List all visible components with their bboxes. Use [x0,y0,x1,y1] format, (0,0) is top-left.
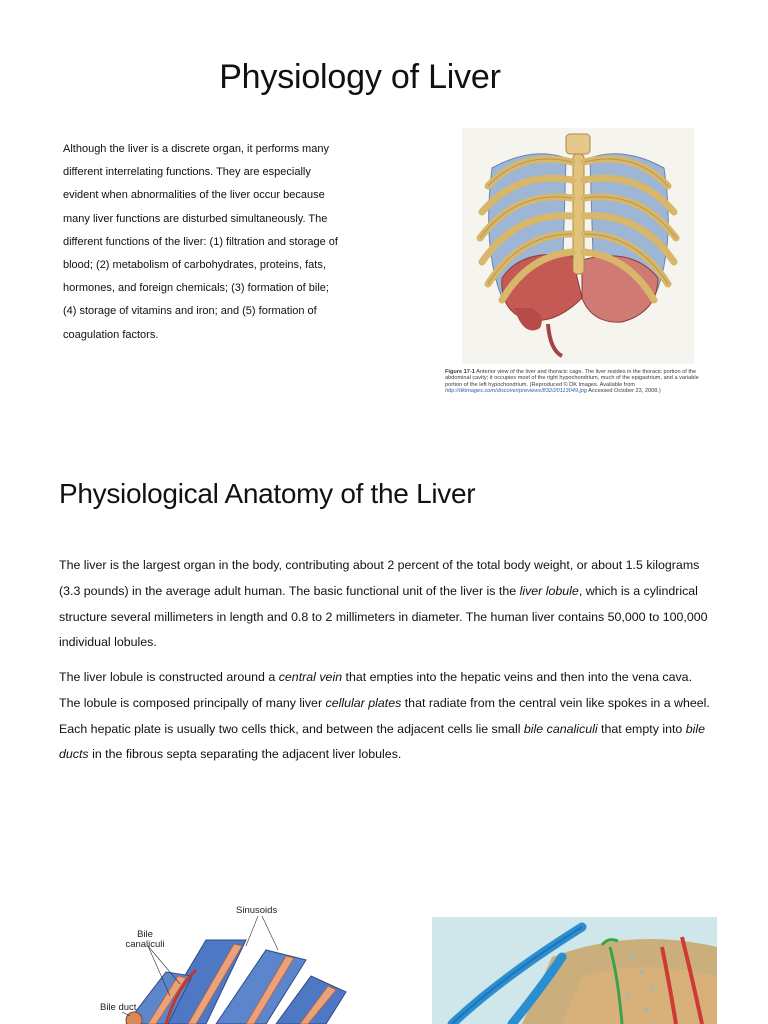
figure-accessed: Accessed October 23, 2008.) [588,388,661,395]
thoracic-cage-figure [462,128,694,364]
term-liver-lobule: liver lobule [519,583,579,598]
para1-text-b: , which is a cylindrical structure several millimeters in length and 0.8 to 2 millimeters in diameter. The human liver contains 50,000 to 100,000 individual lobules. [59,583,708,650]
lobule-3d-illustration [432,917,717,1024]
para1-text-a: The liver is the largest organ in the body, contributing about 2 percent of the total body weight, or about 1.5 kilograms (3.3 pounds) in the average adult human. The basic functional unit of the liver is the [59,558,700,598]
para2-text-a: The liver lobule is constructed around a [59,670,279,684]
figure-source-link[interactable]: http://dkimages.com/discover/previews/832/20113049.jpg [445,388,587,395]
lobule-diagram-illustration [96,900,366,1024]
term-central-vein: central vein [278,670,343,684]
anatomy-paragraph-1 [59,553,715,656]
term-bile-ducts: bile ducts [59,721,706,762]
para2-text-b: that empties into the hepatic veins and then into the vena cava. The lobule is composed principally of many liver [59,670,693,710]
label-bile-duct: Bile duct [100,1002,137,1013]
para2-text-e: in the fibrous septa separating the adjacent liver lobules. [88,747,402,762]
section-title: Physiological Anatomy of the Liver [59,478,476,509]
term-cellular-plates: cellular plates [325,695,402,710]
figure-caption [445,369,715,395]
para2-text-d: that empty into [597,721,686,736]
lobule-diagram [96,900,366,1024]
lobule-3d-illustration-art [432,917,717,1024]
label-bile-canaliculi: Bile canaliculi [125,929,165,950]
intro-paragraph: Although the liver is a discrete organ, it performs many different interrelating functions. They are especially evident when abnormalities of the liver occur because many liver functions are disturbed simultaneously. The different functions of the liver: (1) filtration and storage of blood; (2) metabolism of carbohydrates, proteins, fats, hormones, and foreign chemicals; (3) formation of bile; (4) storage of vitamins and iron; and (5) formation of coagulation factors. [63,143,338,341]
label-sinusoids: Sinusoids [236,905,278,916]
figure-credit: (Reproduced © DK Images. Available from [529,381,635,388]
page-title: Physiology of Liver [219,58,501,96]
anatomy-paragraph-2 [59,665,715,768]
term-bile-canaliculi: bile canaliculi [523,721,598,736]
para2-text-c: that radiate from the central vein like spokes in a wheel. Each hepatic plate is usually two cells thick, and between the adjacent cells lie small [59,695,710,736]
figure-label: Figure 17-1 [445,369,475,375]
figure-caption-text: Anterior view of the liver and thoracic cage. The liver resides in the thoracic portion of the abdominal cavity; it occupies most of the right hypochondrium, much of the epigastrium, and a variable portion of the left hypochondrium. [445,369,699,388]
thoracic-cage-illustration [462,128,694,364]
